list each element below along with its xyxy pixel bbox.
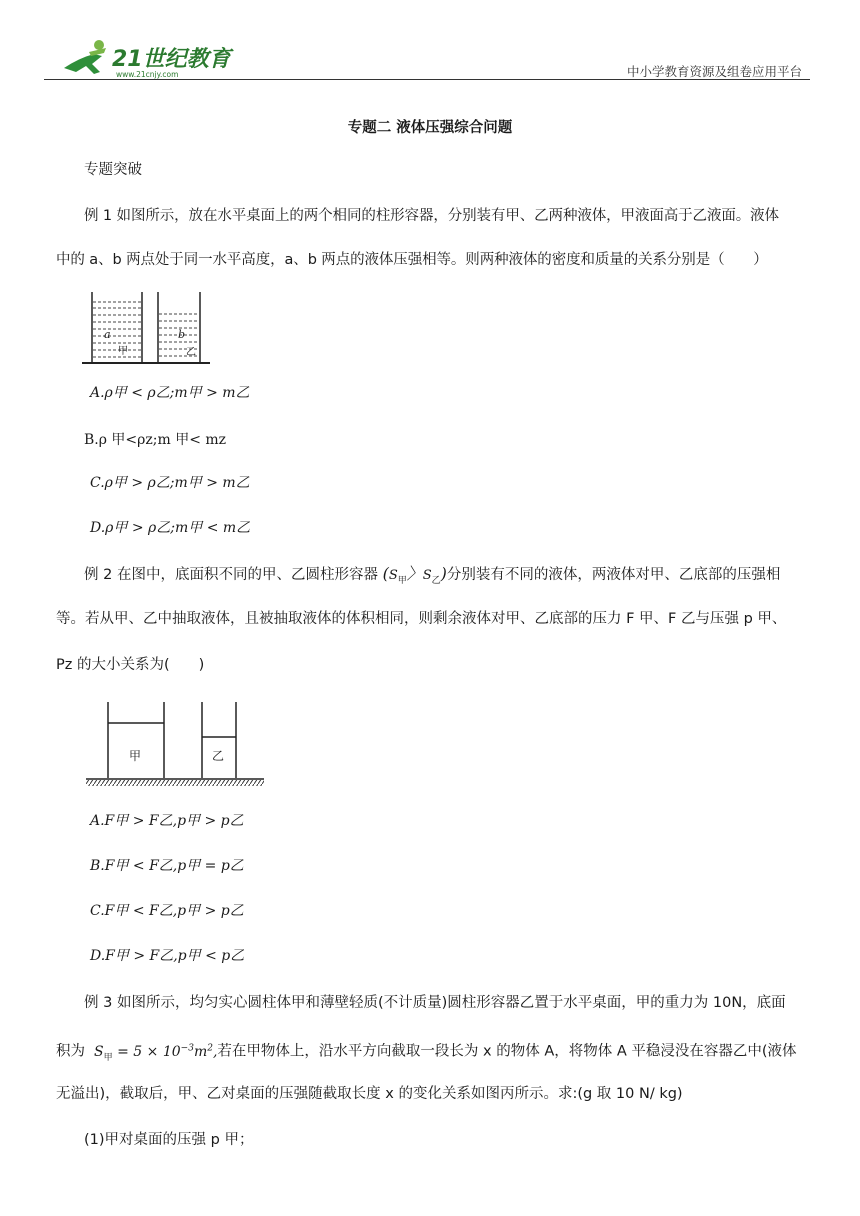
section-heading: 专题突破: [84, 162, 142, 178]
label-b: b: [178, 328, 186, 341]
ex1-line1: 例 1 如图所示，放在水平桌面上的两个相同的柱形容器，分别装有甲、乙两种液体，甲液面高于乙液面。液体: [84, 208, 779, 224]
label-yi: 乙: [186, 347, 196, 358]
ex3-line2-a: 积为: [56, 1043, 85, 1060]
label-a: a: [104, 328, 111, 341]
ex2-figure: [86, 700, 266, 790]
ex1-option-a: A.ρ甲 < ρ乙;m甲 > m乙: [90, 385, 250, 401]
logo-url-text: www.21cnjy.com: [116, 70, 179, 79]
ex2-line1-a: 例 2 在图中，底面积不同的甲、乙圆柱形容器: [84, 567, 378, 583]
header-divider: [44, 79, 810, 80]
ex3-line4: (1)甲对桌面的压强 p 甲；: [84, 1132, 254, 1148]
header-tagline: 中小学教育资源及组卷应用平台: [626, 64, 802, 79]
label-jia: 甲: [129, 749, 142, 763]
site-logo: [44, 38, 234, 80]
ex2-line1: [84, 564, 780, 591]
logo-text: 21世纪教育: [112, 47, 231, 72]
label-jia: 甲: [118, 346, 128, 357]
ex3-line1: 例 3 如图所示，均匀实心圆柱体甲和薄壁轻质(不计质量)圆柱形容器乙置于水平桌面，甲的重力为 10N，底面: [84, 995, 786, 1011]
ex2-option-c: C.F甲 < F乙,p甲 > p乙: [90, 903, 244, 919]
ex3-line3: 无溢出)，截取后，甲、乙对桌面的压强随截取长度 x 的变化关系如图丙所示。求:(g 取 10 N/ kg): [56, 1086, 683, 1102]
ex2-option-b: B.F甲 < F乙,p甲 = p乙: [90, 858, 244, 874]
ex3-area-formula: $S_甲 = 5 \times 10^{-3}m^2$,: [89, 1043, 218, 1063]
ex2-option-d: D.F甲 > F乙,p甲 < p乙: [90, 948, 245, 964]
ex2-line1-b: 分别装有不同的液体，两液体对甲、乙底部的压强相: [446, 567, 781, 583]
runner-icon: [64, 40, 106, 74]
ex2-line2: 等。若从甲、乙中抽取液体，且被抽取液体的体积相同，则剩余液体对甲、乙底部的压力 F 甲、F 乙与压强 p 甲、: [56, 611, 787, 627]
page-title: 专题二 液体压强综合问题: [347, 120, 513, 136]
ex1-option-c: C.ρ甲 > ρ乙;m甲 > m乙: [90, 475, 250, 491]
ex1-line2: 中的 a、b 两点处于同一水平高度，a、b 两点的液体压强相等。则两种液体的密度和质量的关系分别是（ ）: [56, 252, 768, 268]
ex1-figure: [82, 288, 212, 370]
label-yi: 乙: [212, 749, 225, 763]
ex3-line2: [56, 1038, 797, 1067]
ex2-option-a: A.F甲 > F乙,p甲 > p乙: [90, 813, 244, 829]
ex2-area-relation: ($S_甲$〉$S_乙$): [382, 564, 447, 587]
ex1-option-b: B.ρ 甲<ρz;m 甲< mz: [84, 432, 227, 448]
ex3-line2-b: 若在甲物体上，沿水平方向截取一段长为 x 的物体 A，将物体 A 平稳浸没在容器乙中(液体: [217, 1043, 797, 1060]
ex1-option-d: D.ρ甲 > ρ乙;m甲 < m乙: [90, 520, 251, 536]
ex2-line3: Pz 的大小关系为( ): [56, 657, 205, 673]
